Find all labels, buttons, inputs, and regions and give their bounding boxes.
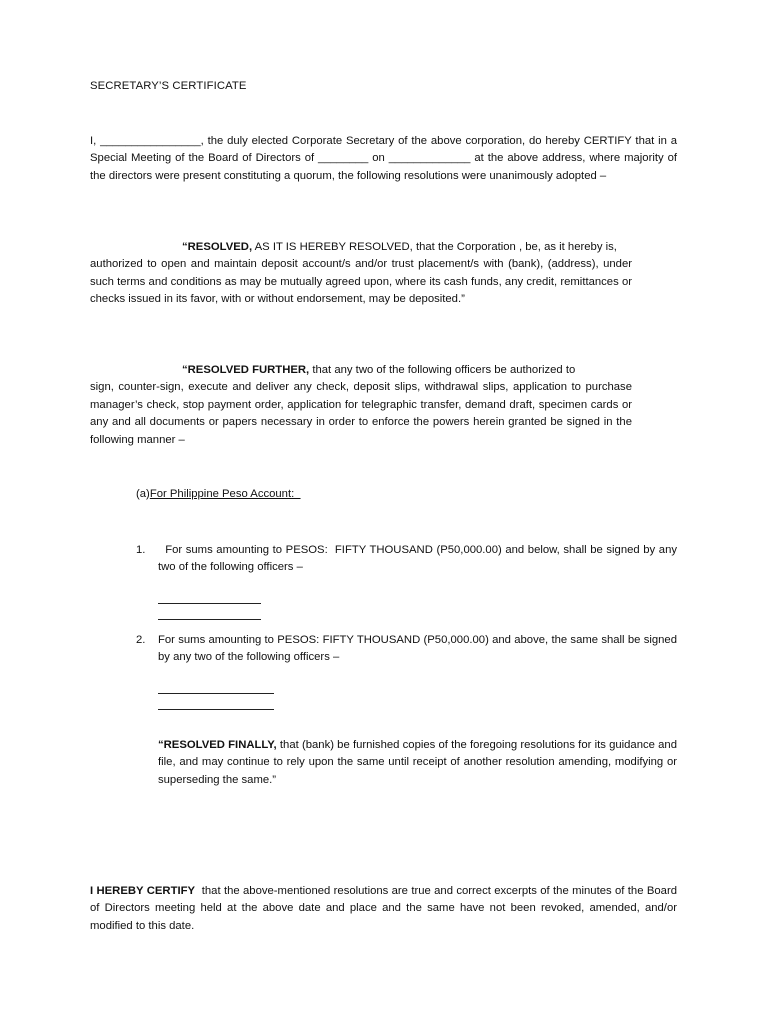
list-item-1-number: 1. — [136, 544, 146, 556]
certify-text: that the above-mentioned resolutions are true and correct excerpts of the minutes of the Board of Directors meeting held at the above date and place and the same have not been revoked, amended, and/or modified to this date. — [90, 885, 681, 932]
resolution-3-lead: “RESOLVED FINALLY, — [158, 739, 277, 751]
resolution-1-first-line-text: AS IT IS HEREBY RESOLVED, that the Corporation , be, as it hereby is, — [252, 241, 617, 253]
signature-line — [158, 709, 274, 710]
signature-line — [158, 619, 261, 620]
document-title: SECRETARY’S CERTIFICATE — [90, 80, 247, 92]
section-a-label: For Philippine Peso Account: — [149, 488, 301, 500]
list-item-1 — [136, 542, 681, 577]
resolution-3-text: that (bank) be furnished copies of the foregoing resolutions for its guidance and file, and may continue to rely upon the same until receipt of another resolution amending, modifying or superseding the same.” — [158, 739, 677, 786]
resolution-1-text: authorized to open and maintain deposit account/s and/or trust placement/s with (bank), (address), under such terms and conditions as may be mutually agreed upon, where its cash funds, any credit, remittances or checks issued in its favor, with or without endorsement, may be deposited.” — [90, 258, 632, 306]
intro-paragraph: I, ________________, the duly elected Corporate Secretary of the above corporation, do hereby CERTIFY that in a Special Meeting of the Board of Directors of ________ on _____________ at the above address, where majority of the directors were present constituting a quorum, the following resolutions were unanimously adopted – — [90, 135, 677, 182]
list-item-2-text: For sums amounting to PESOS: FIFTY THOUSAND (P50,000.00) and above, the same shall be signed by any two of the following officers – — [158, 634, 677, 664]
certify-lead: I HEREBY CERTIFY — [90, 885, 196, 897]
section-a-prefix: (a) — [136, 488, 150, 500]
certify-paragraph — [90, 883, 681, 935]
list-item-1-text: For sums amounting to PESOS: FIFTY THOUSAND (P50,000.00) and below, shall be signed by any two of the following officers – — [158, 544, 681, 574]
resolution-2-first-line-text: that any two of the following officers be authorized to — [309, 364, 576, 376]
resolution-paragraph-2 — [90, 362, 632, 449]
resolution-2-lead: “RESOLVED FURTHER, — [182, 364, 310, 376]
list-item-2-number: 2. — [136, 634, 146, 646]
section-a-heading — [136, 486, 301, 503]
resolution-2-text: sign, counter-sign, execute and deliver any check, deposit slips, withdrawal slips, application to purchase manager’s check, stop payment order, application for telegraphic transfer, demand draft, specimen cards or any and all documents or papers necessary in order to enforce the powers herein granted be signed in the following manner – — [90, 381, 632, 446]
resolution-1-first-line — [90, 239, 632, 256]
signature-line — [158, 693, 274, 694]
signature-line — [158, 603, 261, 604]
list-item-2 — [136, 632, 677, 667]
resolution-2-first-line — [90, 362, 632, 379]
resolution-1-lead: “RESOLVED, — [182, 241, 253, 253]
resolution-paragraph-1 — [90, 239, 632, 309]
resolution-paragraph-3 — [158, 737, 677, 789]
